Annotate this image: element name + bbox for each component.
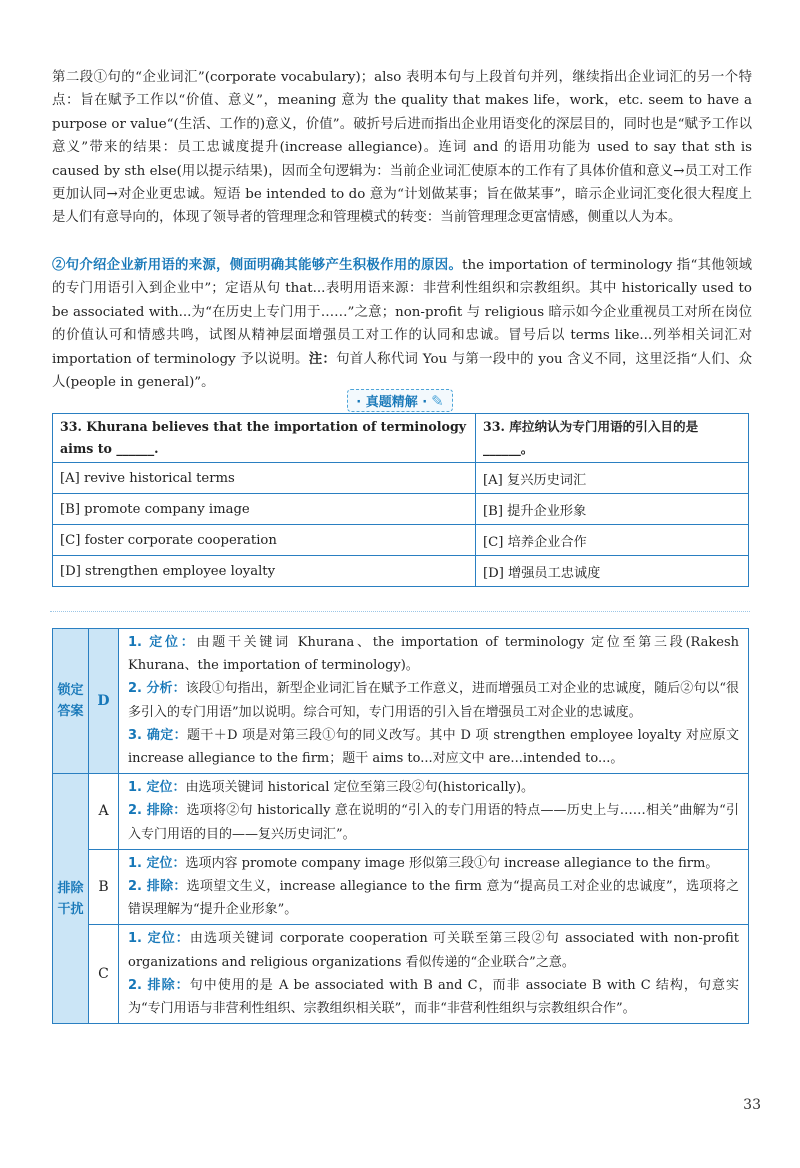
distractor-row-a — [53, 774, 749, 850]
distractor-letter: B — [89, 849, 119, 925]
distractor-step: 1. 定位：由选项关键词 corporate cooperation 可关联至第三段②句 associated with non-profit organizations and religious organizations 看似传递的“企业联合”之意。 — [128, 931, 739, 970]
answer-step: 3. 确定：题干＋D 项是对第三段①句的同义改写。其中 D 项 strengthen employee loyalty 对应原文 increase allegiance to the firm；题干 aims to...对应文中 are...intended to...。 — [128, 727, 740, 767]
section-badge — [347, 389, 453, 412]
page-number: 33 — [743, 1097, 761, 1113]
option-en: [A] revive historical terms — [53, 463, 476, 494]
pen-icon: ✎ — [431, 392, 444, 410]
distractor-row-b — [53, 849, 749, 925]
distractor-explanation — [119, 774, 749, 850]
option-en: [B] promote company image — [53, 494, 476, 525]
question-stem-row — [53, 414, 749, 463]
option-cn: [D] 增强员工忠诚度 — [476, 556, 749, 587]
option-row-d — [53, 556, 749, 587]
paragraph-lead: ②句介绍企业新用语的来源，侧面明确其能够产生积极作用的原因。 — [52, 257, 463, 273]
section-badge-title: · 真题精解 · — [356, 395, 428, 410]
distractor-step: 2. 排除：选项将②句 historically 意在说明的“引入的专门用语的特点——历史上与……相关”曲解为“引入专门用语的目的——复兴历史词汇”。 — [128, 803, 739, 842]
distractor-step: 2. 排除：句中使用的是 A be associated with B and C，而非 associate B with C 结构，句意实为“专门用语与非营利性组织、宗教组织相关联”，而非“非营利性组织与宗教组织合作”。 — [128, 977, 740, 1017]
option-row-b — [53, 494, 749, 525]
distractor-row-c — [53, 925, 749, 1024]
question-table — [52, 413, 749, 587]
note-text: 句首人称代词 You 与第一段中的 you 含义不同，这里泛指“人们、众人(people in general)”。 — [52, 351, 753, 391]
distractor-step: 2. 排除：选项望文生义，increase allegiance to the firm 意为“提高员工对企业的忠诚度”，选项将之错误理解为“提升企业形象”。 — [128, 879, 739, 918]
section-badge-wrap — [0, 389, 800, 412]
distractor-explanation — [119, 849, 749, 925]
dotted-divider — [50, 611, 750, 612]
option-cn: [A] 复兴历史词汇 — [476, 463, 749, 494]
question-stem-cn: 33. 库拉纳认为专门用语的引入目的是______。 — [476, 414, 749, 463]
answer-row — [53, 629, 749, 774]
option-row-c — [53, 525, 749, 556]
answer-explanation — [119, 629, 749, 774]
option-row-a — [53, 463, 749, 494]
distractor-step: 1. 定位：由选项关键词 historical 定位至第三段②句(historically)。 — [128, 780, 535, 796]
distractor-letter: C — [89, 925, 119, 1024]
distractor-explanation — [119, 925, 749, 1024]
option-en: [D] strengthen employee loyalty — [53, 556, 476, 587]
answer-step: 2. 分析：该段①句指出，新型企业词汇旨在赋予工作意义，进而增强员工对企业的忠诚度，随后②句以“很多引入的专门用语”加以说明。综合可知，专门用语的引入旨在增强员工对企业的忠诚度。 — [128, 681, 739, 720]
option-cn: [B] 提升企业形象 — [476, 494, 749, 525]
distractor-letter: A — [89, 774, 119, 850]
analysis-paragraph-1: 第二段①句的“企业词汇”(corporate vocabulary)；also 表明本句与上段首句并列，继续指出企业词汇的另一个特点：旨在赋予工作以“价值、意义”，meaning 意为 the quality that makes life，work，etc. seem to have a purpose or value“(生活、工作的)意义，价值”。破折号后进而指出企业用语变化的深层目的，同时也是“赋予工作以意义”带来的结果：员工忠诚度提升(increase allegiance)。连词 and 的语用功能为 used to say that sth is caused by sth else(用以提示结果)，因而全句逻辑为：当前企业词汇使原本的工作有了具体价值和意义→员工对工作更加认同→对企业更忠诚。短语 be intended to do 意为“计划做某事；旨在做某事”，暗示企业词汇变化很大程度上是人们有意导向的，体现了领导者的管理理念和管理模式的转变：当前管理理念更富情感，侧重以人为本。 — [52, 70, 752, 226]
option-cn: [C] 培养企业合作 — [476, 525, 749, 556]
lock-answer-tag: 锁定答案 — [53, 629, 89, 774]
paragraph-text: the importation of terminology 指“其他领域的专门用语引入到企业中”；定语从句 that...表明用语来源：非营利性组织和宗教组织。其中 historically used to be associated with...为“在历史上专门用于……”之意；non-profit 与 religious 暗示如今企业重视员工对所在岗位的价值认可和情感共鸣，试图从精神层面增强员工对工作的认同和忠诚。冒号后以 terms like...列举相关词汇对 importation of terminology 予以说明。 — [52, 258, 753, 367]
correct-letter: D — [89, 629, 119, 774]
answer-step: 1. 定位：由题干关键词 Khurana、the importation of terminology 定位至第三段(Rakesh Khurana、the importation of terminology)。 — [128, 635, 740, 674]
analysis-paragraph-2 — [52, 254, 752, 394]
question-stem-en: 33. Khurana believes that the importation of terminology aims to ______. — [53, 414, 476, 463]
note-label: 注： — [308, 350, 337, 367]
answer-table — [52, 628, 749, 1024]
option-en: [C] foster corporate cooperation — [53, 525, 476, 556]
exclude-distractor-tag: 排除干扰 — [53, 774, 89, 1024]
distractor-step: 1. 定位：选项内容 promote company image 形似第三段①句 increase allegiance to the firm。 — [128, 855, 719, 871]
